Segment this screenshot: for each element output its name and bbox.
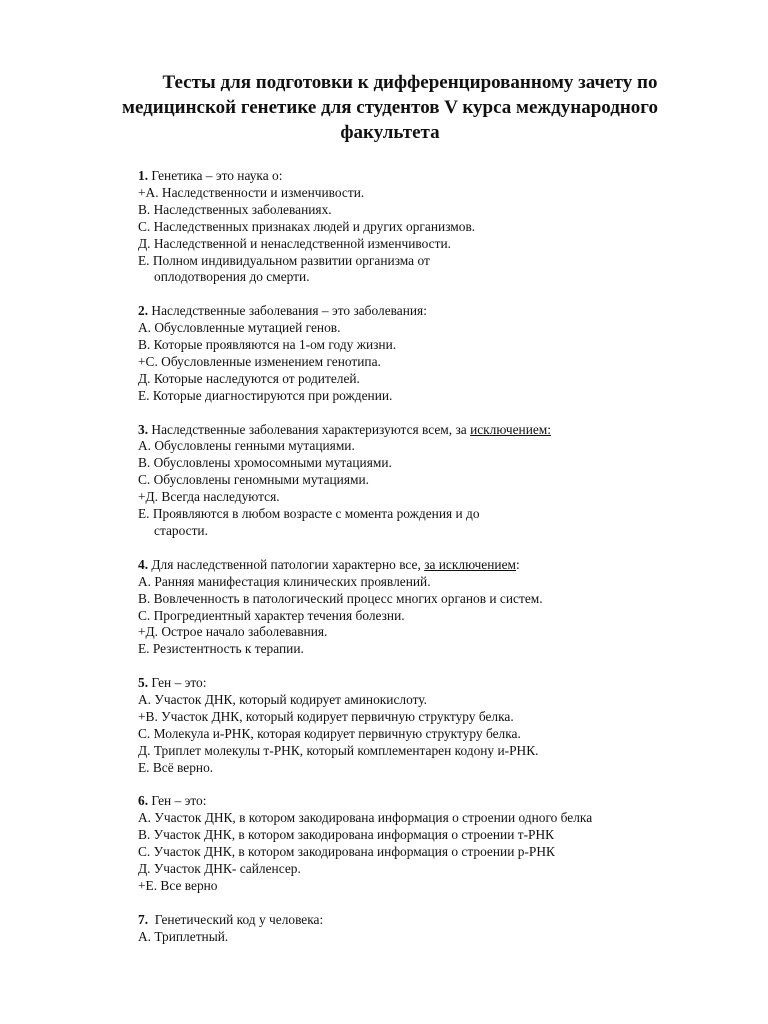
question-emphasis: исключением: bbox=[470, 421, 552, 437]
answer-option: Е. Проявляются в любом возрасте с момента рождения и до bbox=[138, 506, 480, 522]
question-number: 4. bbox=[138, 556, 149, 572]
answer-option: Е. Всё верно. bbox=[138, 759, 214, 775]
answer-option: С. Обусловлены геномными мутациями. bbox=[138, 472, 369, 488]
answer-option: Д. Которые наследуются от родителей. bbox=[138, 370, 360, 386]
question-5 bbox=[138, 675, 738, 776]
answer-option: В. Участок ДНК, в котором закодирована информация о строении т-РНК bbox=[138, 827, 555, 843]
question-6 bbox=[138, 793, 738, 894]
question-emphasis: за исключением bbox=[424, 556, 516, 572]
question-number: 6. bbox=[138, 793, 149, 809]
question-text: Генетика – это наука о: bbox=[148, 168, 283, 183]
answer-option: Д. Участок ДНК- сайленсер. bbox=[138, 861, 301, 877]
question-2 bbox=[138, 303, 738, 404]
answer-option: Е. Которые диагностируются при рождении. bbox=[138, 387, 393, 403]
answer-option: В. Вовлеченность в патологический процесс многих органов и систем. bbox=[138, 590, 543, 606]
answer-option: +С. Обусловленные изменением генотипа. bbox=[138, 353, 381, 369]
question-text: Наследственные заболевания – это заболевания: bbox=[148, 303, 427, 319]
answer-option: В. Которые проявляются на 1-ом году жизни. bbox=[138, 337, 397, 353]
answer-option: А. Ранняя манифестация клинических проявлений. bbox=[138, 573, 431, 589]
answer-option: +В. Участок ДНК, который кодирует первичную структуру белка. bbox=[138, 708, 514, 724]
answer-option: +Д. Острое начало заболевавния. bbox=[138, 624, 328, 640]
answer-option: С. Молекула и-РНК, которая кодирует первичную структуру белка. bbox=[138, 725, 521, 741]
question-stem bbox=[138, 557, 738, 574]
answer-option: Д. Наследственной и ненаследственной изменчивости. bbox=[138, 235, 451, 251]
answer-option: А. Участок ДНК, который кодирует аминокислоту. bbox=[138, 692, 427, 708]
answer-option: А. Обусловленные мутацией генов. bbox=[138, 320, 341, 336]
question-text: Генетический код у человека: bbox=[148, 911, 324, 927]
answer-option: Е. Полном индивидуальном развитии организма от bbox=[138, 252, 430, 268]
question-number: 7. bbox=[138, 911, 149, 927]
question-3 bbox=[138, 422, 738, 540]
question-number: 5. bbox=[138, 675, 149, 691]
answer-option: Д. Триплет молекулы т-РНК, который комплементарен кодону и-РНК. bbox=[138, 742, 539, 758]
question-text-end: : bbox=[516, 556, 520, 572]
question-text: Ген – это: bbox=[148, 793, 207, 809]
question-number: 2. bbox=[138, 303, 149, 319]
answer-option: А. Обусловлены генными мутациями. bbox=[138, 438, 355, 454]
question-4 bbox=[138, 557, 738, 658]
answer-option: А. Участок ДНК, в котором закодирована информация о строении одного белка bbox=[138, 810, 593, 826]
question-stem bbox=[138, 168, 738, 185]
question-stem bbox=[138, 303, 738, 320]
question-number: 1. bbox=[138, 168, 149, 183]
answer-option: В. Обусловлены хромосомными мутациями. bbox=[138, 455, 392, 471]
question-text: Наследственные заболевания характеризуются всем, за bbox=[148, 421, 471, 437]
question-1 bbox=[138, 168, 738, 286]
question-list bbox=[138, 168, 738, 962]
answer-option: +Е. Все верно bbox=[138, 877, 218, 893]
answer-option: А. Триплетный. bbox=[138, 928, 229, 944]
question-stem bbox=[138, 793, 738, 810]
question-number: 3. bbox=[138, 421, 149, 437]
question-stem bbox=[138, 422, 738, 439]
question-stem bbox=[138, 912, 738, 929]
answer-option-continuation: старости. bbox=[154, 523, 208, 538]
answer-option-continuation: оплодотворения до смерти. bbox=[154, 269, 310, 285]
question-text: Для наследственной патологии характерно все, bbox=[148, 556, 425, 572]
answer-option: Е. Резистентность к терапии. bbox=[138, 641, 304, 657]
answer-option: +Д. Всегда наследуются. bbox=[138, 489, 280, 505]
answer-option: С. Участок ДНК, в котором закодирована информация о строении р-РНК bbox=[138, 844, 555, 860]
answer-option: С. Прогредиентный характер течения болезни. bbox=[138, 607, 405, 623]
question-text: Ген – это: bbox=[148, 675, 207, 691]
answer-option: В. Наследственных заболеваниях. bbox=[138, 201, 332, 217]
answer-option: С. Наследственных признаках людей и других организмов. bbox=[138, 218, 476, 234]
question-7 bbox=[138, 912, 738, 946]
answer-option: +А. Наследственности и изменчивости. bbox=[138, 184, 365, 200]
document-title: Тесты для подготовки к дифференцированному зачету по медицинской генетике для студентов V курса международного факультета bbox=[122, 72, 658, 143]
question-stem bbox=[138, 675, 738, 692]
